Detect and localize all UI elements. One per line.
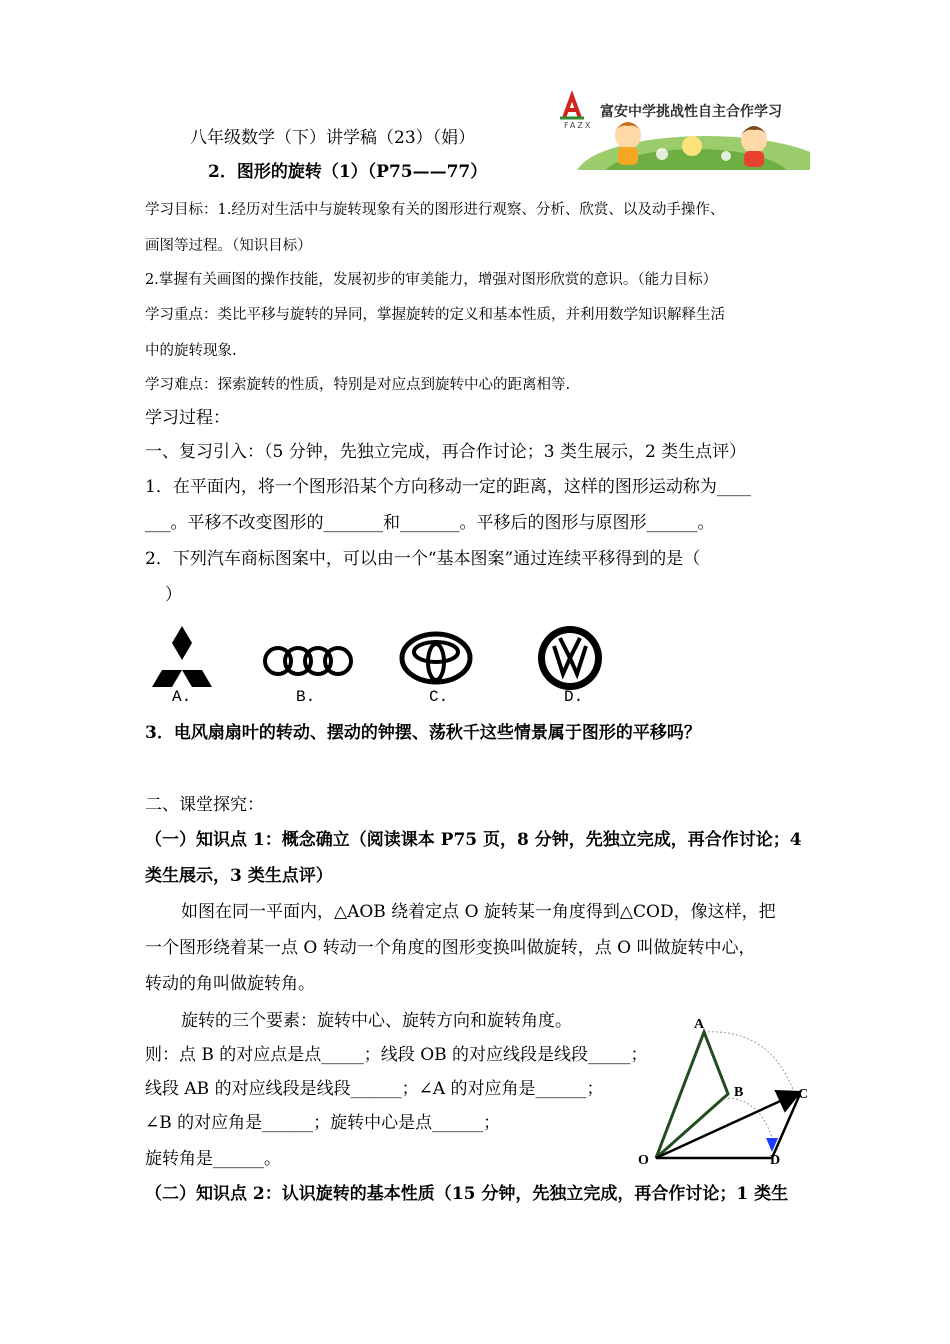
toyota-logo-icon	[398, 630, 474, 686]
option-a-label: A.	[172, 688, 192, 706]
fill-blank-line-2: 线段 AB 的对应线段是线段______；∠A 的对应角是______；	[145, 1079, 604, 1099]
banner-logo-subtext: FAZX	[564, 121, 593, 130]
question-1-line-1: 1．在平面内，将一个图形沿某个方向移动一定的距离，这样的图形运动称为____	[145, 477, 751, 497]
triangle-aob	[656, 1032, 728, 1158]
knowledge-point-2: （二）知识点 2：认识旋转的基本性质（15 分钟，先独立完成，再合作讨论；1 类生	[145, 1184, 789, 1204]
audi-logo-icon	[262, 644, 354, 678]
label-c: C	[798, 1087, 809, 1102]
school-banner-image	[556, 84, 810, 170]
fill-blank-line-1: 则：点 B 的对应点是点_____；线段 OB 的对应线段是线段_____；	[145, 1045, 648, 1065]
label-d: D	[770, 1153, 781, 1168]
fill-blank-line-3: ∠B 的对应角是______；旋转中心是点______；	[145, 1113, 501, 1133]
focus-line-2: 中的旋转现象.	[145, 343, 237, 359]
volkswagen-logo-icon	[536, 624, 604, 692]
process-heading: 学习过程：	[145, 408, 230, 428]
question-2-line-2: ）	[165, 585, 182, 605]
objectives-line-2: 画图等过程。（知识目标）	[145, 238, 312, 254]
fill-blank-line-4: 旋转角是______。	[145, 1149, 281, 1169]
definition-line-2: 一个图形绕着某一点 O 转动一个角度的图形变换叫做旋转，点 O 叫做旋转中心，	[145, 938, 756, 958]
label-o: O	[638, 1153, 649, 1168]
rotation-elements: 旋转的三个要素：旋转中心、旋转方向和旋转角度。	[181, 1011, 572, 1031]
rotation-diagram	[630, 1008, 820, 1168]
explore-heading: 二、课堂探究：	[145, 795, 264, 815]
review-heading: 一、复习引入：（5 分钟，先独立完成，再合作讨论；3 类生展示，2 类生点评）	[145, 442, 747, 462]
label-a: A	[694, 1017, 705, 1032]
knowledge-point-1-line-1: （一）知识点 1：概念确立（阅读课本 P75 页，8 分钟，先独立完成，再合作讨论；4	[145, 830, 802, 850]
question-1-line-2: ___。平移不改变图形的_______和_______。平移后的图形与原图形______。	[145, 513, 715, 533]
definition-line-3: 转动的角叫做旋转角。	[145, 974, 315, 994]
label-b: B	[734, 1085, 744, 1100]
difficulty-line: 学习难点：探索旋转的性质，特别是对应点到旋转中心的距离相等.	[145, 377, 571, 393]
mitsubishi-logo-icon	[146, 626, 218, 688]
banner-logo-text: 富安中学挑战性自主合作学习	[600, 104, 782, 120]
lesson-subtitle: 2．图形的旋转（1）（P75——77）	[208, 162, 488, 182]
definition-line-1: 如图在同一平面内，△AOB 绕着定点 O 旋转某一角度得到△COD，像这样，把	[181, 902, 776, 922]
focus-line-1: 学习重点：类比平移与旋转的异同，掌握旋转的定义和基本性质，并利用数学知识解释生活	[145, 307, 725, 323]
question-2-line-1: 2．下列汽车商标图案中，可以由一个“基本图案”通过连续平移得到的是（	[145, 549, 701, 569]
knowledge-point-1-line-2: 类生展示，3 类生点评）	[145, 866, 333, 886]
option-d-label: D.	[564, 688, 584, 706]
objectives-line-1: 学习目标：1.经历对生活中与旋转现象有关的图形进行观察、分析、欣赏、以及动手操作、	[145, 202, 725, 218]
objectives-line-3: 2.掌握有关画图的操作技能，发展初步的审美能力，增强对图形欣赏的意识。（能力目标）	[145, 272, 718, 288]
rotation-arc-b-d	[728, 1098, 772, 1138]
page-title: 八年级数学（下）讲学稿（23）（娟）	[190, 128, 476, 148]
option-c-label: C.	[429, 688, 449, 706]
rotation-arc-a-c	[704, 1032, 794, 1092]
option-b-label: B.	[296, 688, 316, 706]
question-3: 3．电风扇扇叶的转动、摆动的钟摆、荡秋千这些情景属于图形的平移吗？	[145, 723, 701, 743]
